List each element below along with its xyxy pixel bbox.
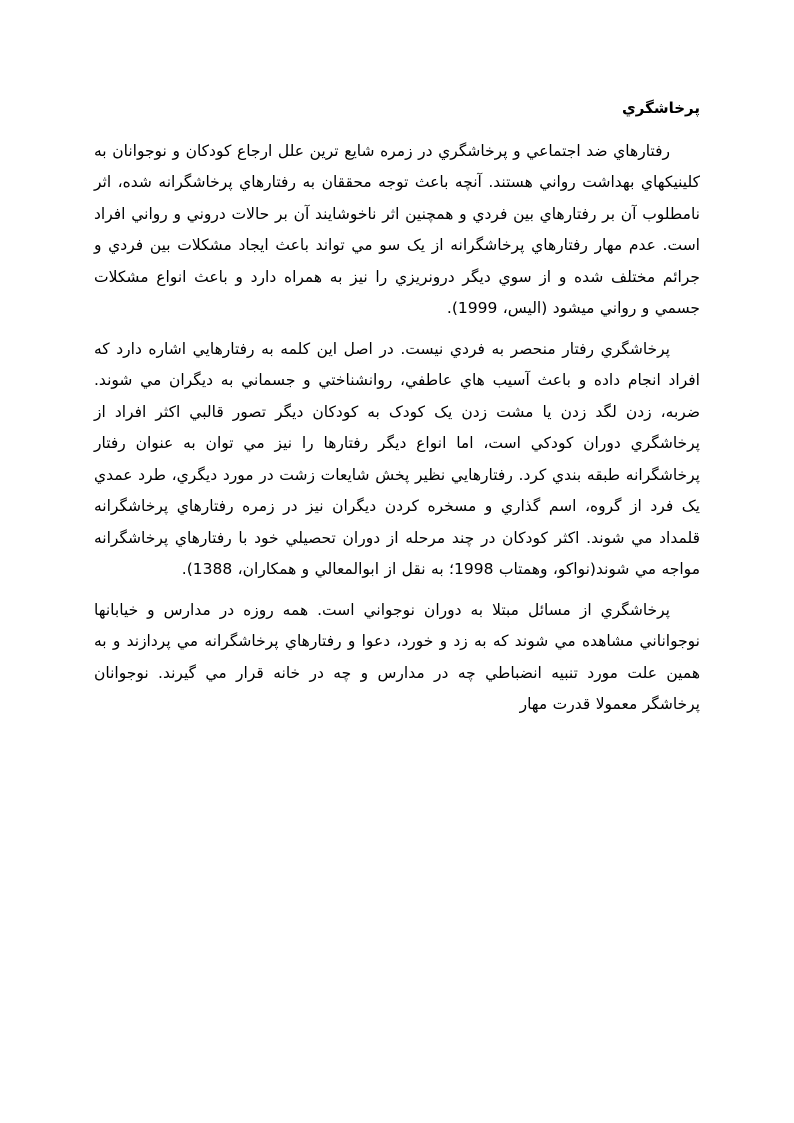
paragraph-3: پرخاشگري از مسائل مبتلا به دوران نوجواني است. همه روزه در مدارس و خيابانها نوجواناني مشاهده مي شوند که به زد و خورد، دعوا و رفتارهاي پرخاشگرانه مي پردازند و به همين علت مورد تنبيه انضباطي چه در مدارس و چه در خانه قرار مي گيرند. نوجوانان پرخاشگر معمولا قدرت مهار [94,600,700,714]
page-title: پرخاشگري [622,99,700,117]
document-content [94,98,700,721]
paragraph-2: پرخاشگري رفتار منحصر به فردي نيست. در اصل اين کلمه به رفتارهايي اشاره دارد که افراد انجام داده و باعث آسيب هاي عاطفي، روانشناختي و جسماني به ديگران مي شوند. ضربه، زدن لگد زدن يا مشت زدن يک کودک به کودکان ديگر تصور قالبي اکثر افراد از پرخاشگري دوران کودکي است، اما انواع ديگر رفتارها را نيز مي توان به عنوان رفتار پرخاشگرانه طبقه بندي کرد. رفتارهايي نظير پخش شايعات زشت در مورد ديگري، طرد عمدي يک فرد از گروه، اسم گذاري و مسخره کردن ديگران نيز در زمره رفتارهاي پرخاشگرانه قلمداد مي شوند. اکثر کودکان در چند مرحله از دوران تحصيلي خود با رفتارهاي پرخاشگرانه مواجه مي شوند(نواکو، وهمتاب 1998؛ به نقل از ابوالمعالي و همکاران، 1388). [94,339,700,579]
paragraph-1: رفتارهاي ضد اجتماعي و پرخاشگري در زمره شايع ترين علل ارجاع کودکان و نوجوانان به کلينيکهاي بهداشت رواني هستند. آنچه باعث توجه محققان به رفتارهاي پرخاشگرانه شده، اثر نامطلوب آن بر رفتارهاي بين فردي و همچنين اثر ناخوشايند آن بر حالات دروني و رواني افراد است. عدم مهار رفتارهاي پرخاشگرانه از يک سو مي تواند باعث ايجاد مشکلات بين فردي و جرائم مختلف شده و از سوي ديگر درونريزي را نيز به همراه دارد و باعث انواع مشکلات جسمي و رواني ميشود (اليس، 1999). [94,141,700,318]
